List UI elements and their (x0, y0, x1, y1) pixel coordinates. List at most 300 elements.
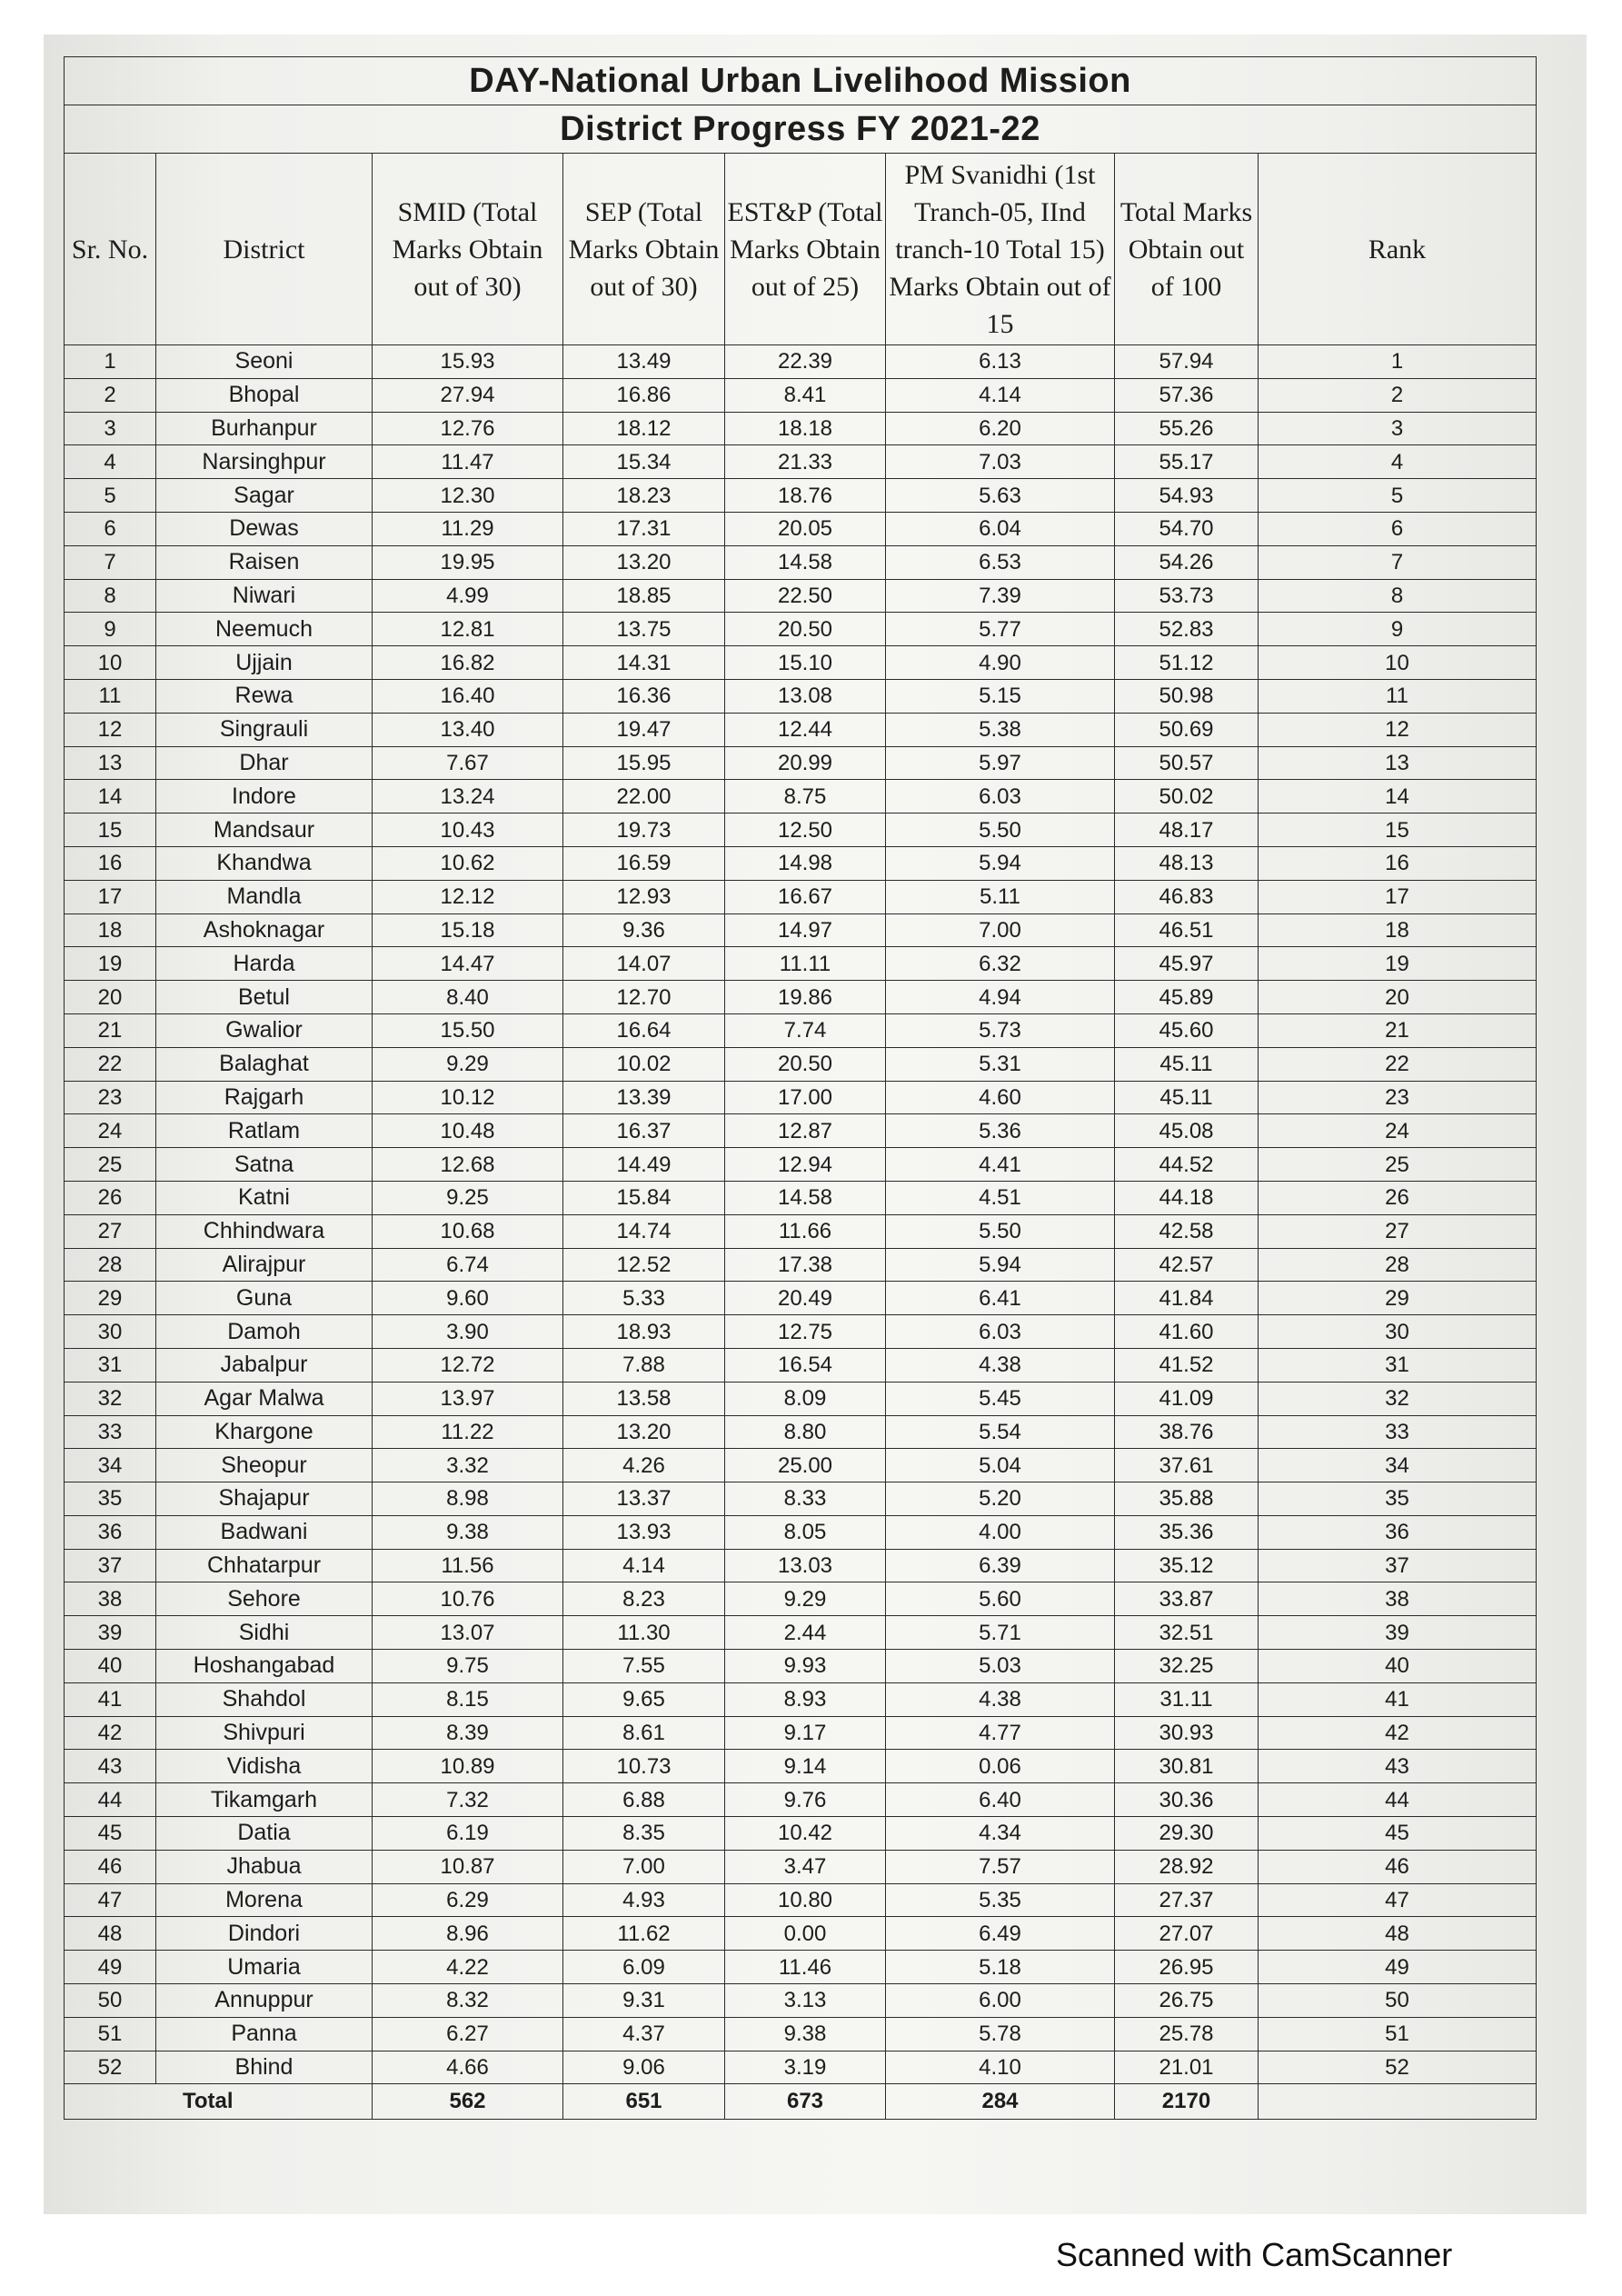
cell-rank: 47 (1259, 1883, 1537, 1917)
cell-rank: 1 (1259, 345, 1537, 379)
cell-sep: 9.65 (563, 1682, 725, 1716)
table-body (65, 345, 1537, 2084)
cell-rank: 42 (1259, 1716, 1537, 1750)
cell-total-marks: 46.83 (1115, 880, 1259, 913)
cell-smid: 9.60 (373, 1282, 563, 1315)
cell-sr-no: 1 (65, 345, 156, 379)
total-pm-svanidhi: 284 (886, 2084, 1115, 2120)
cell-estp: 20.49 (725, 1282, 886, 1315)
cell-smid: 15.50 (373, 1013, 563, 1047)
cell-pm-svanidhi: 5.20 (886, 1482, 1115, 1516)
cell-total-marks: 46.51 (1115, 913, 1259, 947)
cell-total-marks: 45.08 (1115, 1114, 1259, 1148)
cell-estp: 20.50 (725, 613, 886, 646)
cell-sep: 9.36 (563, 913, 725, 947)
cell-smid: 6.29 (373, 1883, 563, 1917)
cell-sr-no: 14 (65, 780, 156, 814)
total-sep: 651 (563, 2084, 725, 2120)
cell-estp: 20.05 (725, 512, 886, 545)
col-header-smid: SMID (Total Marks Obtain out of 30) (373, 154, 563, 345)
cell-total-marks: 50.69 (1115, 713, 1259, 746)
cell-district: Shivpuri (156, 1716, 373, 1750)
cell-smid: 15.18 (373, 913, 563, 947)
col-header-pm-svanidhi: PM Svanidhi (1st Tranch-05, IInd tranch-10 Total 15) Marks Obtain out of 15 (886, 154, 1115, 345)
cell-total-marks: 28.92 (1115, 1850, 1259, 1883)
cell-pm-svanidhi: 5.94 (886, 1248, 1115, 1282)
cell-rank: 4 (1259, 445, 1537, 479)
cell-sep: 18.93 (563, 1315, 725, 1349)
cell-pm-svanidhi: 5.94 (886, 846, 1115, 880)
cell-pm-svanidhi: 7.39 (886, 579, 1115, 613)
table-row (65, 445, 1537, 479)
cell-smid: 8.40 (373, 981, 563, 1014)
cell-sep: 19.73 (563, 814, 725, 847)
cell-total-marks: 32.25 (1115, 1650, 1259, 1683)
table-row (65, 1047, 1537, 1081)
cell-district: Panna (156, 2017, 373, 2051)
cell-district: Raisen (156, 545, 373, 579)
cell-district: Shahdol (156, 1682, 373, 1716)
cell-sr-no: 30 (65, 1315, 156, 1349)
cell-rank: 7 (1259, 545, 1537, 579)
cell-rank: 23 (1259, 1081, 1537, 1114)
cell-rank: 27 (1259, 1214, 1537, 1248)
cell-estp: 8.09 (725, 1382, 886, 1415)
totals-row (65, 2084, 1537, 2120)
cell-pm-svanidhi: 6.20 (886, 412, 1115, 445)
cell-estp: 14.58 (725, 545, 886, 579)
cell-sr-no: 25 (65, 1148, 156, 1182)
table-row (65, 746, 1537, 780)
cell-estp: 12.50 (725, 814, 886, 847)
cell-smid: 7.32 (373, 1783, 563, 1817)
table-row (65, 579, 1537, 613)
cell-district: Hoshangabad (156, 1650, 373, 1683)
cell-pm-svanidhi: 5.78 (886, 2017, 1115, 2051)
table-row (65, 846, 1537, 880)
cell-total-marks: 57.94 (1115, 345, 1259, 379)
cell-estp: 9.14 (725, 1750, 886, 1783)
cell-sr-no: 31 (65, 1348, 156, 1382)
cell-district: Rewa (156, 679, 373, 713)
table-row (65, 1616, 1537, 1650)
cell-district: Alirajpur (156, 1248, 373, 1282)
cell-pm-svanidhi: 4.00 (886, 1515, 1115, 1549)
table-row (65, 1582, 1537, 1616)
cell-estp: 8.33 (725, 1482, 886, 1516)
cell-pm-svanidhi: 5.04 (886, 1449, 1115, 1482)
cell-smid: 7.67 (373, 746, 563, 780)
cell-sep: 13.39 (563, 1081, 725, 1114)
cell-pm-svanidhi: 4.38 (886, 1682, 1115, 1716)
cell-district: Annuppur (156, 1984, 373, 2018)
cell-rank: 38 (1259, 1582, 1537, 1616)
table-row (65, 1750, 1537, 1783)
cell-smid: 10.48 (373, 1114, 563, 1148)
cell-smid: 27.94 (373, 378, 563, 412)
cell-sr-no: 36 (65, 1515, 156, 1549)
table-row (65, 1248, 1537, 1282)
cell-sr-no: 52 (65, 2051, 156, 2084)
cell-rank: 26 (1259, 1181, 1537, 1214)
col-header-district: District (156, 154, 373, 345)
cell-sep: 15.34 (563, 445, 725, 479)
cell-sep: 16.36 (563, 679, 725, 713)
cell-total-marks: 27.07 (1115, 1917, 1259, 1951)
table-row (65, 913, 1537, 947)
total-smid: 562 (373, 2084, 563, 2120)
cell-district: Satna (156, 1148, 373, 1182)
cell-smid: 10.76 (373, 1582, 563, 1616)
table-row (65, 545, 1537, 579)
cell-total-marks: 42.58 (1115, 1214, 1259, 1248)
cell-smid: 10.89 (373, 1750, 563, 1783)
cell-sr-no: 18 (65, 913, 156, 947)
cell-sr-no: 11 (65, 679, 156, 713)
cell-district: Dhar (156, 746, 373, 780)
total-rank-empty (1259, 2084, 1537, 2120)
cell-total-marks: 55.17 (1115, 445, 1259, 479)
col-header-total-marks: Total Marks Obtain out of 100 (1115, 154, 1259, 345)
cell-smid: 11.22 (373, 1415, 563, 1449)
table-row (65, 1817, 1537, 1851)
cell-estp: 11.66 (725, 1214, 886, 1248)
cell-rank: 49 (1259, 1951, 1537, 1984)
col-header-rank: Rank (1259, 154, 1537, 345)
cell-total-marks: 25.78 (1115, 2017, 1259, 2051)
table-row (65, 679, 1537, 713)
cell-estp: 3.47 (725, 1850, 886, 1883)
cell-smid: 11.56 (373, 1549, 563, 1582)
cell-total-marks: 30.81 (1115, 1750, 1259, 1783)
cell-sep: 9.31 (563, 1984, 725, 2018)
cell-sep: 18.85 (563, 579, 725, 613)
table-row (65, 1214, 1537, 1248)
cell-sr-no: 4 (65, 445, 156, 479)
cell-district: Dewas (156, 512, 373, 545)
cell-sep: 19.47 (563, 713, 725, 746)
cell-sep: 14.07 (563, 947, 725, 981)
column-header-row (65, 154, 1537, 345)
cell-rank: 34 (1259, 1449, 1537, 1482)
cell-sep: 13.93 (563, 1515, 725, 1549)
table-row (65, 1081, 1537, 1114)
cell-estp: 3.19 (725, 2051, 886, 2084)
cell-total-marks: 30.93 (1115, 1716, 1259, 1750)
cell-rank: 45 (1259, 1817, 1537, 1851)
cell-sep: 8.35 (563, 1817, 725, 1851)
cell-sr-no: 35 (65, 1482, 156, 1516)
table-row (65, 1282, 1537, 1315)
cell-estp: 2.44 (725, 1616, 886, 1650)
cell-rank: 33 (1259, 1415, 1537, 1449)
cell-sr-no: 8 (65, 579, 156, 613)
table-row (65, 1315, 1537, 1349)
cell-total-marks: 45.97 (1115, 947, 1259, 981)
cell-smid: 9.38 (373, 1515, 563, 1549)
cell-smid: 6.27 (373, 2017, 563, 2051)
cell-estp: 9.29 (725, 1582, 886, 1616)
table-row (65, 412, 1537, 445)
cell-sep: 7.88 (563, 1348, 725, 1382)
cell-total-marks: 31.11 (1115, 1682, 1259, 1716)
cell-district: Harda (156, 947, 373, 981)
cell-district: Betul (156, 981, 373, 1014)
cell-district: Jabalpur (156, 1348, 373, 1382)
cell-pm-svanidhi: 4.14 (886, 378, 1115, 412)
cell-district: Sheopur (156, 1449, 373, 1482)
table-row (65, 1951, 1537, 1984)
cell-estp: 9.76 (725, 1783, 886, 1817)
cell-district: Morena (156, 1883, 373, 1917)
table-row (65, 1883, 1537, 1917)
cell-sep: 22.00 (563, 780, 725, 814)
cell-sr-no: 42 (65, 1716, 156, 1750)
cell-total-marks: 21.01 (1115, 2051, 1259, 2084)
cell-rank: 17 (1259, 880, 1537, 913)
cell-rank: 2 (1259, 378, 1537, 412)
cell-rank: 12 (1259, 713, 1537, 746)
cell-smid: 9.29 (373, 1047, 563, 1081)
table-row (65, 1850, 1537, 1883)
cell-rank: 19 (1259, 947, 1537, 981)
cell-pm-svanidhi: 4.38 (886, 1348, 1115, 1382)
cell-smid: 10.12 (373, 1081, 563, 1114)
cell-sr-no: 32 (65, 1382, 156, 1415)
cell-rank: 31 (1259, 1348, 1537, 1382)
cell-total-marks: 52.83 (1115, 613, 1259, 646)
cell-sr-no: 33 (65, 1415, 156, 1449)
cell-sr-no: 21 (65, 1013, 156, 1047)
table-row (65, 1013, 1537, 1047)
cell-total-marks: 42.57 (1115, 1248, 1259, 1282)
table-row (65, 981, 1537, 1014)
cell-total-marks: 38.76 (1115, 1415, 1259, 1449)
cell-sep: 14.49 (563, 1148, 725, 1182)
cell-estp: 19.86 (725, 981, 886, 1014)
cell-total-marks: 50.02 (1115, 780, 1259, 814)
cell-rank: 21 (1259, 1013, 1537, 1047)
table-row (65, 713, 1537, 746)
cell-sr-no: 13 (65, 746, 156, 780)
cell-smid: 8.32 (373, 1984, 563, 2018)
cell-district: Seoni (156, 345, 373, 379)
cell-district: Neemuch (156, 613, 373, 646)
cell-estp: 21.33 (725, 445, 886, 479)
cell-smid: 10.62 (373, 846, 563, 880)
cell-district: Dindori (156, 1917, 373, 1951)
table-row (65, 1148, 1537, 1182)
cell-rank: 30 (1259, 1315, 1537, 1349)
cell-pm-svanidhi: 4.41 (886, 1148, 1115, 1182)
cell-district: Ujjain (156, 646, 373, 680)
cell-district: Datia (156, 1817, 373, 1851)
cell-smid: 14.47 (373, 947, 563, 981)
table-row (65, 1482, 1537, 1516)
cell-district: Katni (156, 1181, 373, 1214)
cell-sep: 4.37 (563, 2017, 725, 2051)
cell-sr-no: 43 (65, 1750, 156, 1783)
cell-estp: 10.80 (725, 1883, 886, 1917)
cell-pm-svanidhi: 6.13 (886, 345, 1115, 379)
total-marks-sum: 2170 (1115, 2084, 1259, 2120)
cell-estp: 16.54 (725, 1348, 886, 1382)
cell-sr-no: 9 (65, 613, 156, 646)
cell-sr-no: 15 (65, 814, 156, 847)
cell-district: Sehore (156, 1582, 373, 1616)
cell-total-marks: 54.93 (1115, 479, 1259, 513)
cell-estp: 12.44 (725, 713, 886, 746)
cell-sep: 4.93 (563, 1883, 725, 1917)
cell-rank: 29 (1259, 1282, 1537, 1315)
cell-smid: 13.07 (373, 1616, 563, 1650)
cell-sep: 8.61 (563, 1716, 725, 1750)
cell-sep: 10.02 (563, 1047, 725, 1081)
cell-total-marks: 41.09 (1115, 1382, 1259, 1415)
cell-smid: 8.39 (373, 1716, 563, 1750)
cell-district: Chhatarpur (156, 1549, 373, 1582)
cell-rank: 16 (1259, 846, 1537, 880)
cell-sep: 17.31 (563, 512, 725, 545)
cell-estp: 11.46 (725, 1951, 886, 1984)
cell-pm-svanidhi: 5.31 (886, 1047, 1115, 1081)
cell-pm-svanidhi: 5.60 (886, 1582, 1115, 1616)
cell-pm-svanidhi: 7.57 (886, 1850, 1115, 1883)
cell-total-marks: 54.70 (1115, 512, 1259, 545)
cell-smid: 4.22 (373, 1951, 563, 1984)
cell-district: Khargone (156, 1415, 373, 1449)
cell-sr-no: 48 (65, 1917, 156, 1951)
table-row (65, 613, 1537, 646)
cell-estp: 8.80 (725, 1415, 886, 1449)
cell-sep: 8.23 (563, 1582, 725, 1616)
cell-sr-no: 19 (65, 947, 156, 981)
cell-estp: 0.00 (725, 1917, 886, 1951)
cell-sep: 13.49 (563, 345, 725, 379)
table-row (65, 814, 1537, 847)
cell-sr-no: 28 (65, 1248, 156, 1282)
cell-rank: 6 (1259, 512, 1537, 545)
cell-pm-svanidhi: 5.18 (886, 1951, 1115, 1984)
cell-estp: 9.38 (725, 2017, 886, 2051)
totals-label: Total (65, 2084, 373, 2120)
cell-pm-svanidhi: 6.04 (886, 512, 1115, 545)
cell-smid: 10.68 (373, 1214, 563, 1248)
cell-total-marks: 45.89 (1115, 981, 1259, 1014)
cell-total-marks: 41.52 (1115, 1348, 1259, 1382)
cell-sr-no: 29 (65, 1282, 156, 1315)
cell-rank: 32 (1259, 1382, 1537, 1415)
cell-smid: 13.97 (373, 1382, 563, 1415)
table-row (65, 880, 1537, 913)
cell-smid: 10.43 (373, 814, 563, 847)
cell-sep: 13.58 (563, 1382, 725, 1415)
cell-sep: 10.73 (563, 1750, 725, 1783)
cell-pm-svanidhi: 6.03 (886, 1315, 1115, 1349)
table-row (65, 1783, 1537, 1817)
cell-sep: 13.37 (563, 1482, 725, 1516)
cell-district: Indore (156, 780, 373, 814)
cell-sr-no: 12 (65, 713, 156, 746)
cell-sep: 18.23 (563, 479, 725, 513)
cell-sr-no: 17 (65, 880, 156, 913)
table-row (65, 1382, 1537, 1415)
col-header-sep: SEP (Total Marks Obtain out of 30) (563, 154, 725, 345)
cell-estp: 12.87 (725, 1114, 886, 1148)
table-row (65, 646, 1537, 680)
cell-estp: 18.18 (725, 412, 886, 445)
cell-smid: 12.72 (373, 1348, 563, 1382)
cell-pm-svanidhi: 5.71 (886, 1616, 1115, 1650)
cell-sr-no: 7 (65, 545, 156, 579)
cell-pm-svanidhi: 5.73 (886, 1013, 1115, 1047)
cell-district: Narsinghpur (156, 445, 373, 479)
cell-total-marks: 41.60 (1115, 1315, 1259, 1349)
cell-pm-svanidhi: 4.77 (886, 1716, 1115, 1750)
cell-rank: 46 (1259, 1850, 1537, 1883)
cell-total-marks: 30.36 (1115, 1783, 1259, 1817)
cell-smid: 15.93 (373, 345, 563, 379)
cell-smid: 16.40 (373, 679, 563, 713)
cell-smid: 4.66 (373, 2051, 563, 2084)
cell-sr-no: 46 (65, 1850, 156, 1883)
cell-rank: 28 (1259, 1248, 1537, 1282)
cell-district: Burhanpur (156, 412, 373, 445)
table-row (65, 1716, 1537, 1750)
cell-smid: 19.95 (373, 545, 563, 579)
cell-pm-svanidhi: 6.32 (886, 947, 1115, 981)
cell-estp: 3.13 (725, 1984, 886, 2018)
cell-pm-svanidhi: 5.63 (886, 479, 1115, 513)
cell-district: Shajapur (156, 1482, 373, 1516)
cell-smid: 6.19 (373, 1817, 563, 1851)
cell-sep: 16.59 (563, 846, 725, 880)
cell-estp: 9.17 (725, 1716, 886, 1750)
table-row (65, 1449, 1537, 1482)
cell-sep: 13.20 (563, 1415, 725, 1449)
table-row (65, 2051, 1537, 2084)
cell-estp: 14.98 (725, 846, 886, 880)
cell-sep: 16.64 (563, 1013, 725, 1047)
cell-total-marks: 50.57 (1115, 746, 1259, 780)
cell-estp: 13.08 (725, 679, 886, 713)
cell-pm-svanidhi: 5.36 (886, 1114, 1115, 1148)
cell-pm-svanidhi: 4.34 (886, 1817, 1115, 1851)
cell-sr-no: 50 (65, 1984, 156, 2018)
cell-district: Rajgarh (156, 1081, 373, 1114)
cell-smid: 12.76 (373, 412, 563, 445)
cell-district: Sagar (156, 479, 373, 513)
cell-estp: 8.93 (725, 1682, 886, 1716)
cell-estp: 17.00 (725, 1081, 886, 1114)
cell-sr-no: 47 (65, 1883, 156, 1917)
cell-smid: 9.25 (373, 1181, 563, 1214)
cell-total-marks: 29.30 (1115, 1817, 1259, 1851)
cell-total-marks: 35.12 (1115, 1549, 1259, 1582)
progress-report-sheet (64, 56, 1536, 2120)
cell-rank: 14 (1259, 780, 1537, 814)
cell-sep: 14.31 (563, 646, 725, 680)
cell-district: Mandla (156, 880, 373, 913)
cell-sep: 9.06 (563, 2051, 725, 2084)
report-title: DAY-National Urban Livelihood Mission (65, 57, 1537, 105)
cell-sep: 6.09 (563, 1951, 725, 1984)
cell-smid: 10.87 (373, 1850, 563, 1883)
cell-district: Chhindwara (156, 1214, 373, 1248)
cell-rank: 40 (1259, 1650, 1537, 1683)
cell-pm-svanidhi: 5.50 (886, 1214, 1115, 1248)
cell-pm-svanidhi: 6.41 (886, 1282, 1115, 1315)
